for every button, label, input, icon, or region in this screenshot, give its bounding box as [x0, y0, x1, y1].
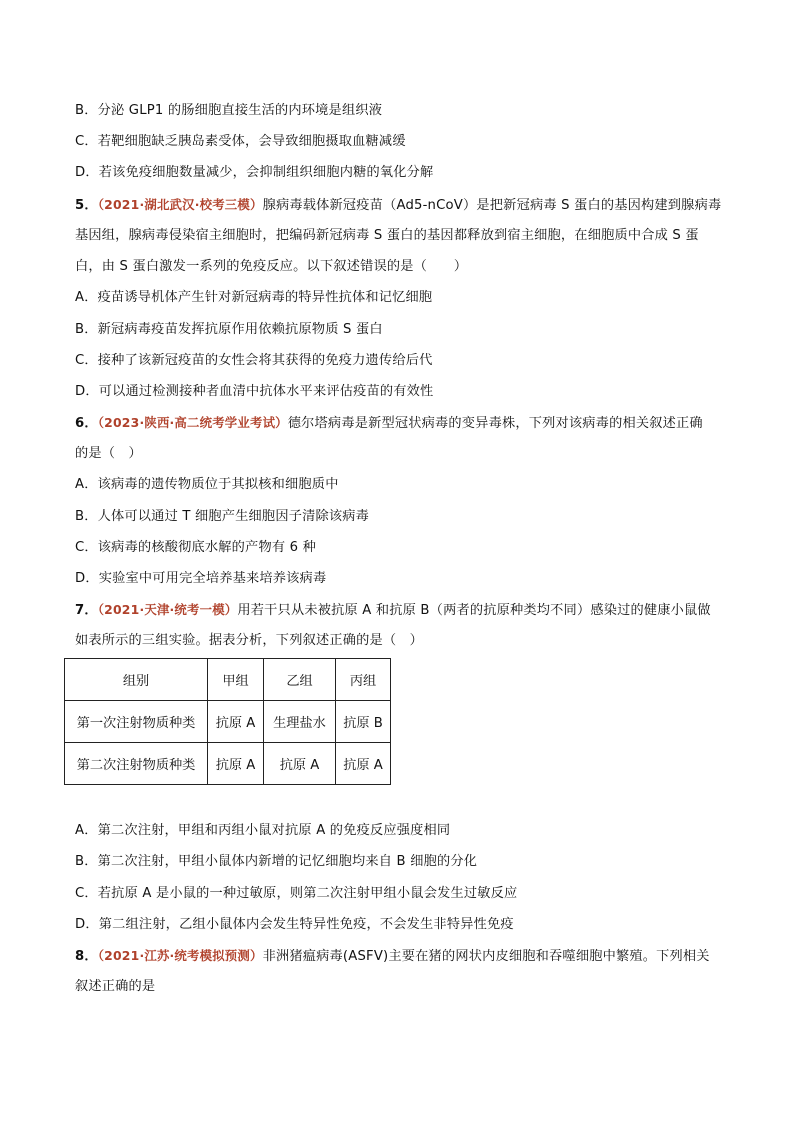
q7-option-b: B．第二次注射，甲组小鼠体内新增的记忆细胞均来自 B 细胞的分化: [75, 854, 478, 869]
q5-stem-line-2: 基因组，腺病毒侵染宿主细胞时，把编码新冠病毒 S 蛋白的基因都释放到宿主细胞，在细胞质中合成 S 蛋: [75, 228, 699, 243]
q5-option-a: A．疫苗诱导机体产生针对新冠病毒的特异性抗体和记忆细胞: [75, 290, 433, 305]
table-cell: 抗原 A: [208, 743, 264, 785]
q5-source-tag: （2021·湖北武汉·校考三模）: [97, 197, 263, 212]
table-header-row: [65, 659, 391, 701]
table-row: [65, 743, 391, 785]
table-row: [65, 701, 391, 743]
q4-option-d: D．若该免疫细胞数量减少，会抑制组织细胞内糖的氧化分解: [75, 165, 434, 180]
table-header-cell: 组别: [65, 659, 208, 701]
q5-stem-line-1: [75, 195, 725, 216]
q6-stem-line-1: [75, 413, 725, 434]
q7-option-c: C．若抗原 A 是小鼠的一种过敏原，则第二次注射甲组小鼠会发生过敏反应: [75, 886, 518, 901]
table-cell: 第一次注射物质种类: [65, 701, 208, 743]
q8-source-tag: （2021·江苏·统考模拟预测）: [97, 948, 263, 963]
table-cell: 抗原 A: [264, 743, 336, 785]
q4-option-b: B．分泌 GLP1 的肠细胞直接生活的内环境是组织液: [75, 103, 383, 118]
q5-number: 5．: [75, 198, 98, 213]
q8-number: 8．: [75, 949, 98, 964]
q8-stem-line-2: 叙述正确的是: [75, 979, 156, 994]
q7-source-tag: （2021·天津·统考一模）: [97, 602, 238, 617]
table-cell: 抗原 A: [208, 701, 264, 743]
q6-option-a: A．该病毒的遗传物质位于其拟核和细胞质中: [75, 477, 339, 492]
q7-stem-line-1: [75, 600, 725, 621]
q8-stem-text: 非洲猪瘟病毒(ASFV)主要在猪的网状内皮细胞和吞噬细胞中繁殖。下列相关: [262, 949, 710, 964]
q7-number: 7．: [75, 603, 98, 618]
table-header-cell: 甲组: [208, 659, 264, 701]
q6-option-b: B．人体可以通过 T 细胞产生细胞因子清除该病毒: [75, 509, 370, 524]
q6-number: 6．: [75, 416, 98, 431]
q8-stem-line-1: [75, 946, 725, 967]
q6-stem-text: 德尔塔病毒是新型冠状病毒的变异毒株，下列对该病毒的相关叙述正确: [287, 416, 703, 431]
q7-stem-text: 用若干只从未被抗原 A 和抗原 B（两者的抗原种类均不同）感染过的健康小鼠做: [237, 603, 711, 618]
table-cell: 抗原 A: [336, 743, 391, 785]
q5-stem-text: 腺病毒载体新冠疫苗（Ad5-nCoV）是把新冠病毒 S 蛋白的基因构建到腺病毒: [262, 198, 722, 213]
q6-source-tag: （2023·陕西·高二统考学业考试）: [97, 415, 288, 430]
q7-stem-line-2: 如表所示的三组实验。据表分析，下列叙述正确的是（ ）: [75, 633, 424, 648]
q5-option-d: D．可以通过检测接种者血清中抗体水平来评估疫苗的有效性: [75, 384, 434, 399]
q6-option-c: C．该病毒的核酸彻底水解的产物有 6 种: [75, 540, 316, 555]
table-cell: 第二次注射物质种类: [65, 743, 208, 785]
q7-experiment-table: [64, 658, 391, 785]
table-header-cell: 丙组: [336, 659, 391, 701]
table-cell: 抗原 B: [336, 701, 391, 743]
q5-stem-line-3: 白，由 S 蛋白激发一系列的免疫反应。以下叙述错误的是（ ）: [75, 259, 468, 274]
q7-option-a: A．第二次注射，甲组和丙组小鼠对抗原 A 的免疫反应强度相同: [75, 823, 451, 838]
q7-option-d: D．第二组注射，乙组小鼠体内会发生特异性免疫，不会发生非特异性免疫: [75, 917, 514, 932]
q5-option-b: B．新冠病毒疫苗发挥抗原作用依赖抗原物质 S 蛋白: [75, 322, 383, 337]
q5-option-c: C．接种了该新冠疫苗的女性会将其获得的免疫力遗传给后代: [75, 353, 433, 368]
q4-option-c: C．若靶细胞缺乏胰岛素受体，会导致细胞摄取血糖减缓: [75, 134, 406, 149]
q6-stem-line-2: 的是（ ）: [75, 446, 142, 461]
table-cell: 生理盐水: [264, 701, 336, 743]
table-header-cell: 乙组: [264, 659, 336, 701]
q6-option-d: D．实验室中可用完全培养基来培养该病毒: [75, 571, 327, 586]
